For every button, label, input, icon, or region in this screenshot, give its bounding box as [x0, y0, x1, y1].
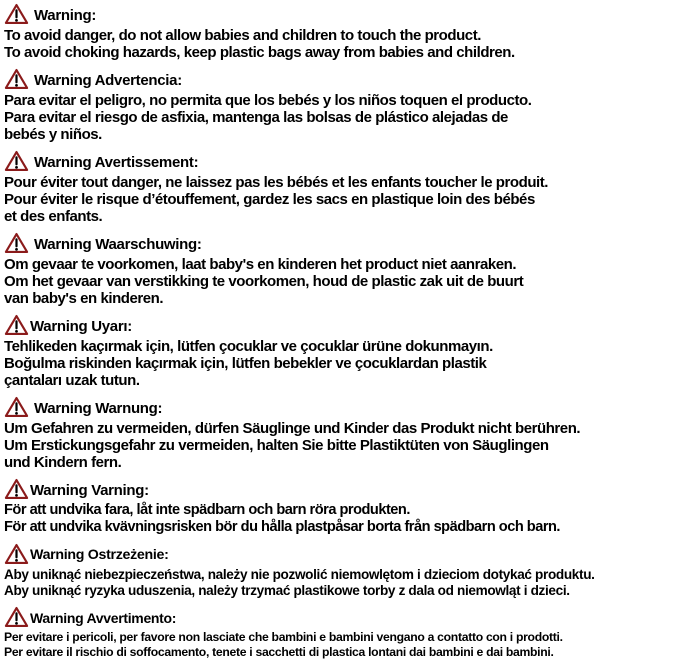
warning-heading-row	[4, 396, 677, 418]
warning-heading-row	[4, 478, 677, 500]
warning-heading-row	[4, 314, 677, 336]
warning-triangle-icon	[4, 606, 29, 628]
warning-line: Tehlikeden kaçırmak için, lütfen çocuklar ve çocuklar ürüne dokunmayın.	[4, 338, 493, 355]
warning-triangle-icon	[4, 68, 29, 90]
warning-triangle-icon	[4, 3, 29, 25]
warning-heading: Warning Warnung:	[34, 400, 163, 417]
warning-line: Per evitare i pericoli, per favore non lasciate che bambini e bambini vengano a contatto con i prodotti.	[4, 630, 563, 644]
warning-line: Boğulma riskinden kaçırmak için, lütfen bebekler ve çocuklardan plastik	[4, 355, 487, 372]
warning-line: För att undvika fara, låt inte spädbarn och barn röra produkten.	[4, 502, 410, 518]
warning-heading-row	[4, 150, 677, 172]
warning-line: Pour éviter tout danger, ne laissez pas les bébés et les enfants toucher le produit.	[4, 174, 549, 191]
warning-heading: Warning Avvertimento:	[30, 610, 177, 626]
warning-heading: Warning:	[34, 7, 97, 24]
warning-heading-row	[4, 606, 677, 628]
warning-line: Om het gevaar van verstikking te voorkomen, houd de plastic zak uit de buurt	[4, 273, 524, 290]
warning-section-french	[4, 150, 677, 225]
warning-triangle-icon	[4, 478, 29, 500]
warning-line: Aby uniknąć ryzyka uduszenia, należy trzymać plastikowe torby z dala od niemowląt i dzieci.	[4, 583, 570, 598]
warning-line: Um Gefahren zu vermeiden, dürfen Säuglinge und Kinder das Produkt nicht berühren.	[4, 420, 581, 437]
warning-line: et des enfants.	[4, 208, 103, 225]
warning-section-swedish	[4, 478, 677, 536]
warning-heading-row	[4, 543, 677, 565]
warning-triangle-icon	[4, 543, 29, 565]
warning-triangle-icon	[4, 314, 29, 336]
warning-line: To avoid choking hazards, keep plastic bags away from babies and children.	[4, 44, 515, 61]
warning-heading: Warning Varning:	[30, 482, 149, 499]
warning-heading: Warning Waarschuwing:	[34, 236, 202, 253]
warning-heading: Warning Avertissement:	[34, 154, 199, 171]
warning-line: Aby uniknąć niebezpieczeństwa, należy nie pozwolić niemowlętom i dzieciom dotykać produktu.	[4, 567, 595, 582]
warning-line: För att undvika kvävningsrisken bör du hålla plastpåsar borta från spädbarn och barn.	[4, 519, 560, 535]
warning-line: bebés y niños.	[4, 126, 102, 143]
warning-heading-row	[4, 3, 677, 25]
warning-heading-row	[4, 68, 677, 90]
warning-section-spanish	[4, 68, 677, 143]
warning-heading: Warning Uyarı:	[30, 318, 132, 335]
warning-section-dutch	[4, 232, 677, 307]
warning-triangle-icon	[4, 150, 29, 172]
warning-triangle-icon	[4, 232, 29, 254]
warning-heading: Warning Advertencia:	[34, 72, 182, 89]
warning-section-polish	[4, 543, 677, 599]
warning-section-german	[4, 396, 677, 471]
warning-heading: Warning Ostrzeżenie:	[30, 547, 169, 563]
warning-line: To avoid danger, do not allow babies and children to touch the product.	[4, 27, 481, 44]
warning-section-turkish	[4, 314, 677, 389]
warning-line: Om gevaar te voorkomen, laat baby's en kinderen het product niet aanraken.	[4, 256, 517, 273]
warning-section-english	[4, 3, 677, 61]
warning-line: Um Erstickungsgefahr zu vermeiden, halten Sie bitte Plastiktüten von Säuglingen	[4, 437, 549, 454]
warning-section-italian	[4, 606, 677, 660]
warning-line: van baby's en kinderen.	[4, 290, 164, 307]
warning-line: Pour éviter le risque d’étouffement, gardez les sacs en plastique loin des bébés	[4, 191, 535, 208]
warning-line: Para evitar el riesgo de asfixia, mantenga las bolsas de plástico alejadas de	[4, 109, 508, 126]
warning-triangle-icon	[4, 396, 29, 418]
warning-line: und Kindern fern.	[4, 454, 122, 471]
warning-line: çantaları uzak tutun.	[4, 372, 140, 389]
warning-heading-row	[4, 232, 677, 254]
warning-line: Per evitare il rischio di soffocamento, tenete i sacchetti di plastica lontani dai bambini e dai bambini.	[4, 645, 554, 659]
warning-line: Para evitar el peligro, no permita que los bebés y los niños toquen el producto.	[4, 92, 532, 109]
